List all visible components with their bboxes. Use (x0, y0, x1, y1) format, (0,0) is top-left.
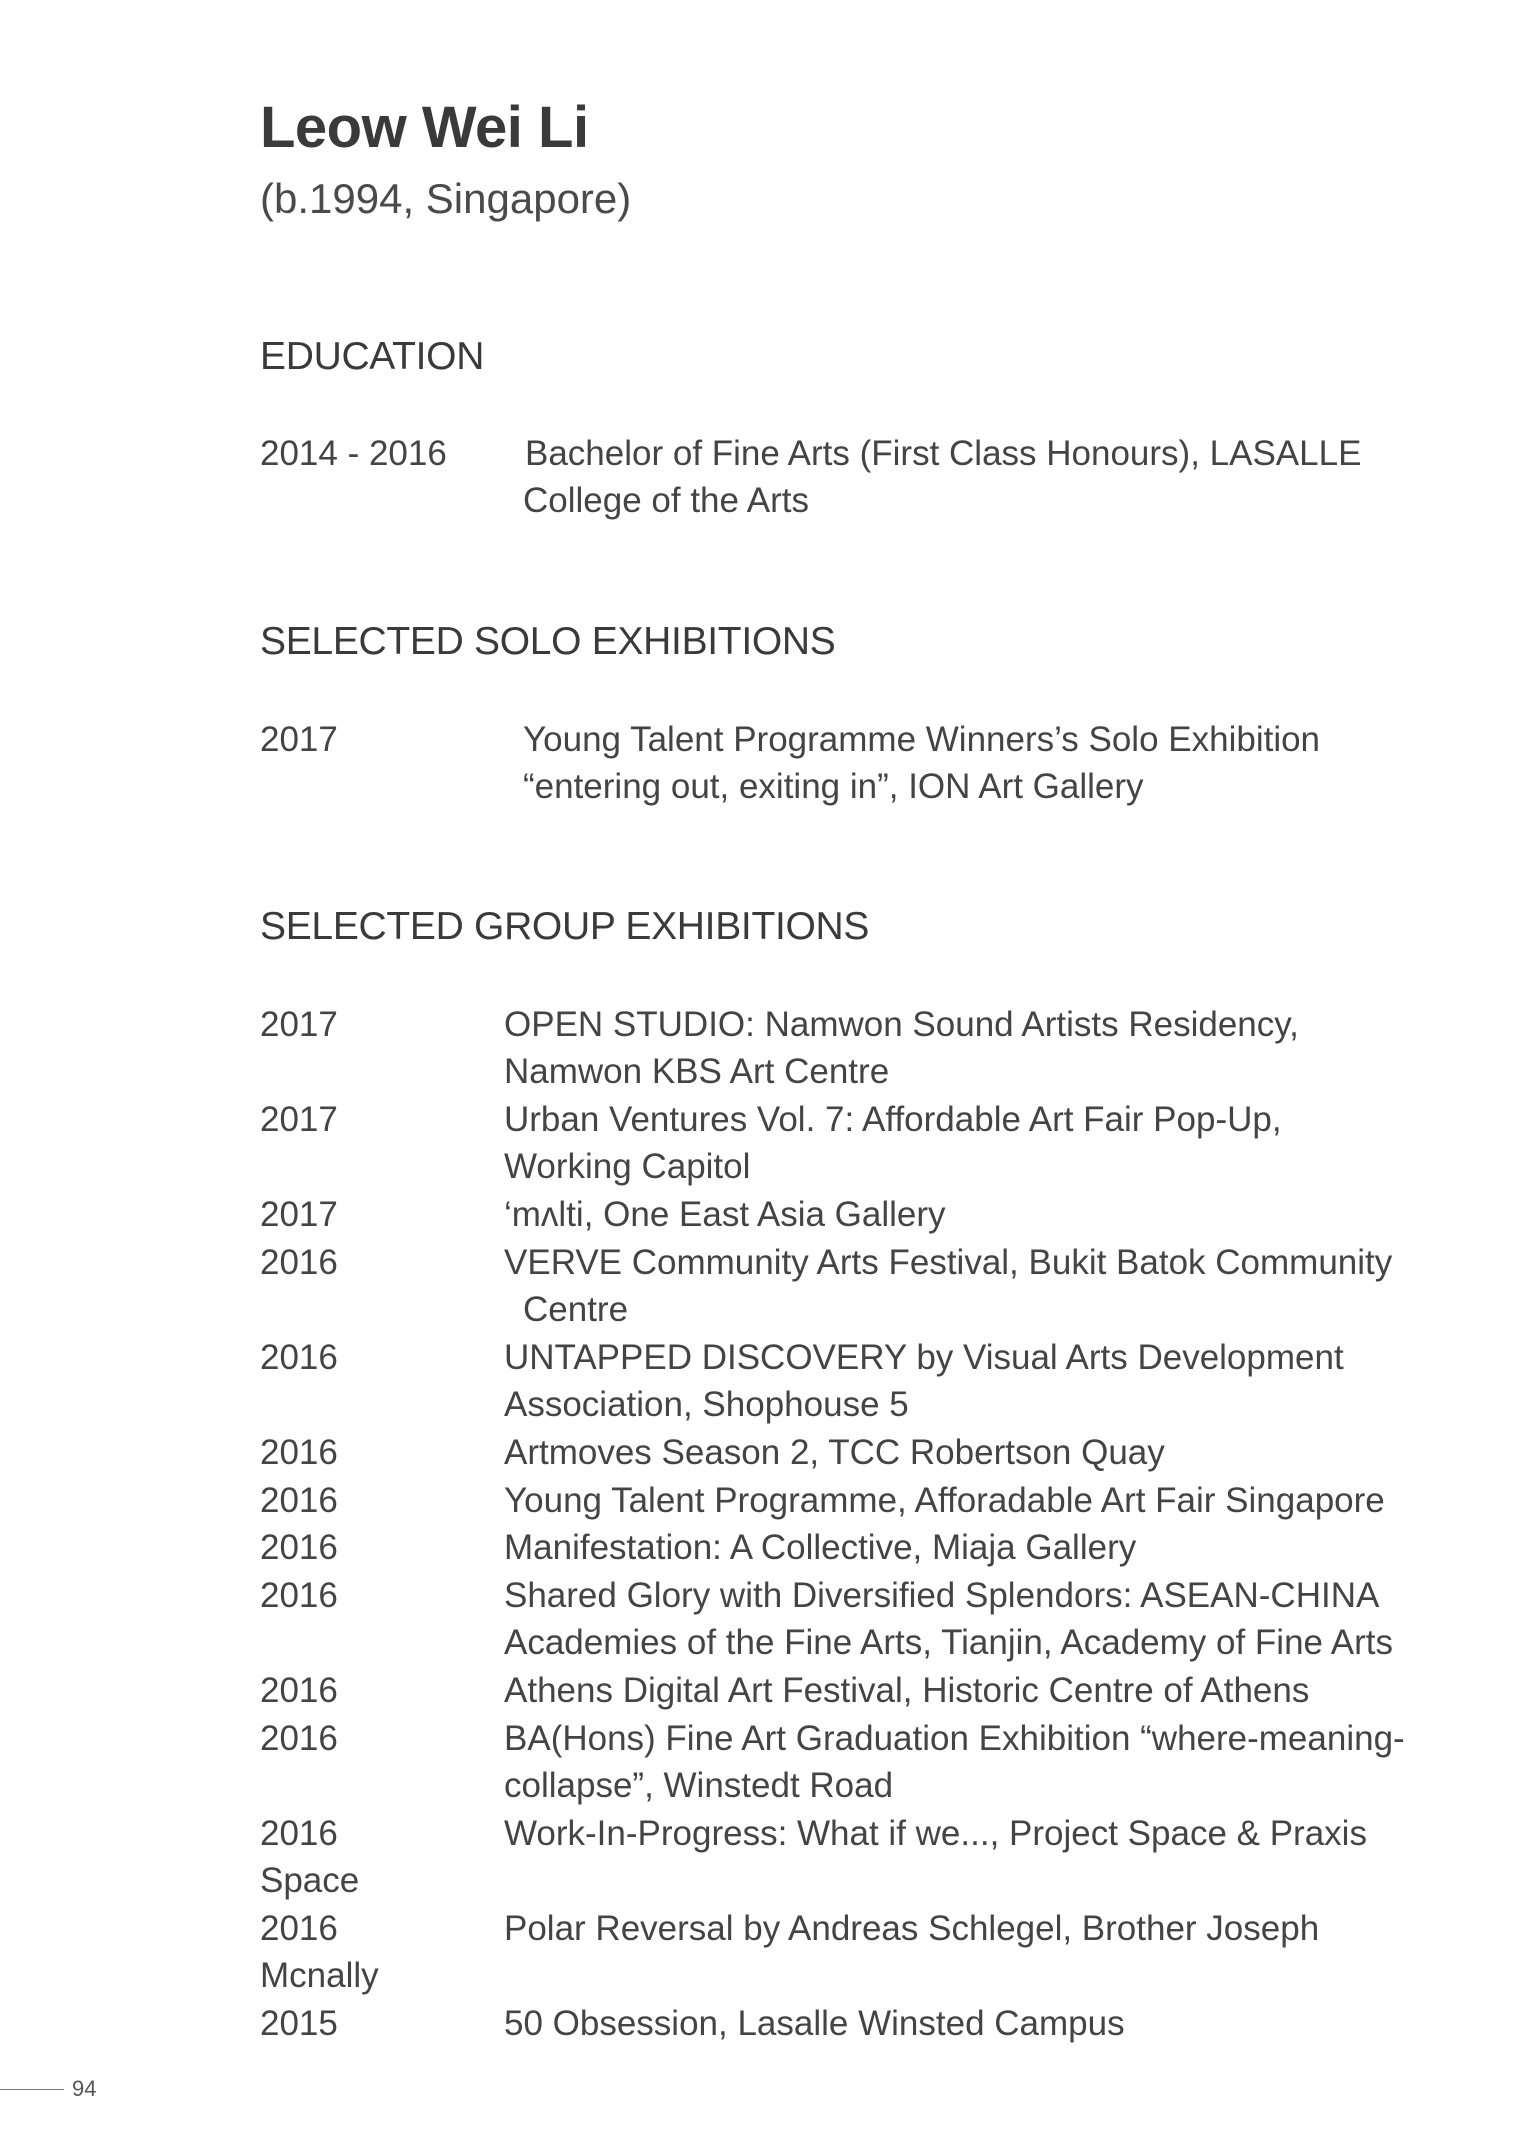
entry-year: 2017 (260, 1005, 338, 1044)
entry-text-line: VERVE Community Arts Festival, Bukit Batok Community (504, 1243, 1393, 1282)
entry-year: 2016 (260, 1338, 338, 1377)
entry-text-line: Young Talent Programme Winners’s Solo Exhibition (523, 720, 1321, 759)
education-heading: EDUCATION (260, 335, 485, 378)
entry-year: 2016 (260, 1671, 338, 1710)
group-exhibitions-heading: SELECTED GROUP EXHIBITIONS (260, 905, 870, 948)
entry-year: 2015 (260, 2004, 338, 2043)
artist-birth-info: (b.1994, Singapore) (260, 175, 632, 222)
entry-text-line: Artmoves Season 2, TCC Robertson Quay (504, 1433, 1165, 1472)
solo-exhibitions-heading: SELECTED SOLO EXHIBITIONS (260, 620, 836, 663)
entry-text-line: Athens Digital Art Festival, Historic Centre of Athens (504, 1671, 1310, 1710)
entry-text-overflow: Space (260, 1861, 360, 1900)
folio-rule (0, 2089, 64, 2090)
entry-text-line: ‘mʌlti, One East Asia Gallery (504, 1195, 946, 1234)
entry-year: 2017 (260, 1100, 338, 1139)
entry-text-line: Polar Reversal by Andreas Schlegel, Brother Joseph (504, 1909, 1320, 1948)
entry-text-line: “entering out, exiting in”, ION Art Gallery (523, 767, 1144, 806)
artist-name: Leow Wei Li (260, 95, 589, 160)
entry-text-line: 50 Obsession, Lasalle Winsted Campus (504, 2004, 1125, 2043)
entry-text-line: Working Capitol (504, 1147, 751, 1186)
entry-text-line: Bachelor of Fine Arts (First Class Honours), LASALLE (525, 434, 1362, 473)
entry-year: 2016 (260, 1433, 338, 1472)
entry-text-line: BA(Hons) Fine Art Graduation Exhibition “where-meaning- (504, 1719, 1405, 1758)
entry-text-overflow: Mcnally (260, 1956, 379, 1995)
entry-text-line: Urban Ventures Vol. 7: Affordable Art Fair Pop-Up, (504, 1100, 1282, 1139)
entry-year: 2016 (260, 1481, 338, 1520)
entry-year: 2014 - 2016 (260, 434, 447, 473)
entry-year: 2017 (260, 1195, 338, 1234)
entry-year: 2016 (260, 1909, 338, 1948)
entry-text-line: OPEN STUDIO: Namwon Sound Artists Residency, (504, 1005, 1299, 1044)
entry-text-line: Work-In-Progress: What if we..., Project Space & Praxis (504, 1814, 1367, 1853)
entry-text-line: Shared Glory with Diversified Splendors: ASEAN-CHINA (504, 1576, 1380, 1615)
entry-text-line: College of the Arts (523, 481, 809, 520)
entry-text-line: Young Talent Programme, Afforadable Art Fair Singapore (504, 1481, 1385, 1520)
entry-text-line: Manifestation: A Collective, Miaja Gallery (504, 1528, 1137, 1567)
page-number: 94 (72, 2076, 97, 2101)
entry-text-line: Academies of the Fine Arts, Tianjin, Academy of Fine Arts (504, 1623, 1394, 1662)
entry-text-line: Namwon KBS Art Centre (504, 1052, 890, 1091)
entry-text-line: Association, Shophouse 5 (504, 1385, 909, 1424)
entry-text-line: Centre (523, 1290, 629, 1329)
entry-year: 2016 (260, 1528, 338, 1567)
entry-year: 2016 (260, 1814, 338, 1853)
entry-year: 2016 (260, 1719, 338, 1758)
entry-text-line: collapse”, Winstedt Road (504, 1766, 894, 1805)
entry-text-line: UNTAPPED DISCOVERY by Visual Arts Development (504, 1338, 1344, 1377)
entry-year: 2016 (260, 1243, 338, 1282)
entry-year: 2016 (260, 1576, 338, 1615)
entry-year: 2017 (260, 720, 338, 759)
